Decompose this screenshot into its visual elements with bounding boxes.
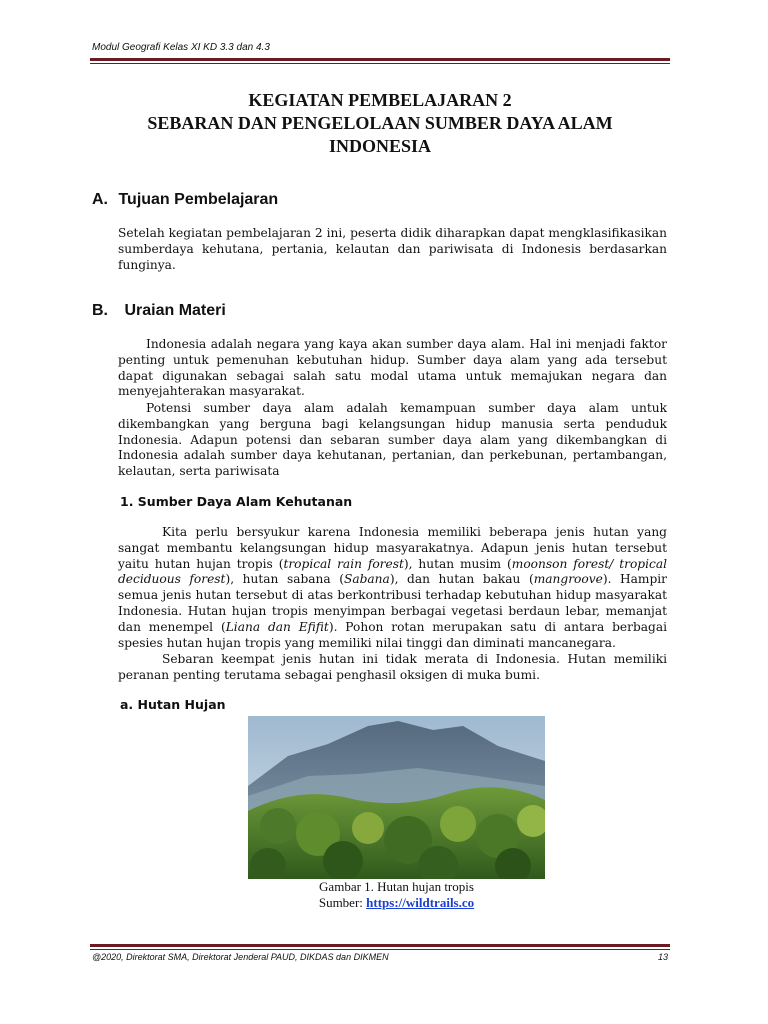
- section-a-body: Setelah kegiatan pembelajaran 2 ini, peserta didik diharapkan dapat mengklasifikasikan sumberdaya kehutana, pertania, kelautan dan pariwisata di Indonesis berdasarkan funginya.: [118, 226, 667, 272]
- text-run: ), dan hutan bakau (: [389, 572, 534, 587]
- header-rule: [90, 58, 670, 61]
- italic-term: mangroove: [533, 572, 603, 587]
- section-a-heading: [92, 191, 278, 209]
- footer-text: @2020, Direktorat SMA, Direktorat Jenderal PAUD, DIKDAS dan DIKMEN: [92, 952, 389, 962]
- italic-term: Liana dan Efifit: [225, 619, 329, 634]
- title-line-1: KEGIATAN PEMBELAJARAN 2: [248, 90, 512, 110]
- subsection-1-heading: 1. Sumber Daya Alam Kehutanan: [120, 494, 353, 509]
- subsection-a-heading: a. Hutan Hujan: [120, 697, 226, 712]
- subsection-1-paragraph-1: [118, 525, 667, 651]
- section-b-number: B.: [92, 302, 108, 319]
- figure-source: [248, 895, 545, 911]
- rainforest-illustration: [248, 716, 545, 879]
- italic-term: tropical rain forest: [283, 556, 404, 571]
- page-header: Modul Geografi Kelas XI KD 3.3 dan 4.3: [92, 42, 270, 53]
- footer-rule-thin: [90, 949, 670, 950]
- rainforest-photo: [248, 716, 545, 879]
- figure-source-label: Sumber:: [318, 895, 367, 910]
- figure-caption: Gambar 1. Hutan hujan tropis: [319, 879, 474, 894]
- page-footer: [92, 952, 668, 962]
- section-b-paragraph-1: Indonesia adalah negara yang kaya akan sumber daya alam. Hal ini menjadi faktor penting untuk pemenuhan kebutuhan hidup. Sumber daya alam yang ada tersebut dapat digunakan sebagai salah satu modal utama untuk memajukan negara dan menyejahterakan masyarakat.: [118, 337, 667, 399]
- title-line-3: INDONESIA: [328, 136, 432, 156]
- page-number: 13: [657, 952, 668, 962]
- footer-rule: [90, 944, 670, 947]
- text-run: ). Pohon rotan merupakan satu di antara berbagai spesies hutan hujan tropis yang memiliki nilai tinggi dan diminati mancanegara.: [118, 619, 668, 650]
- title-line-2: SEBARAN DAN PENGELOLAAN SUMBER DAYA ALAM: [147, 113, 613, 133]
- subsection-1-paragraph-2: Sebaran keempat jenis hutan ini tidak merata di Indonesia. Hutan memiliki peranan penting terutama sebagai penghasil oksigen di muka bumi.: [118, 652, 667, 682]
- text-run: ), hutan sabana (: [225, 572, 344, 587]
- header-rule-thin: [90, 63, 670, 64]
- text-run: ). Hampir semua jenis hutan tersebut di atas berkontribusi terhadap kebutuhan hidup masyarakat Indonesia. Hutan hujan tropis menyimpan berbagai vegetasi berdaun lebar, memanjat dan menempel (: [118, 572, 668, 634]
- text-run: ), hutan musim (: [403, 556, 512, 571]
- italic-term: moonson forest/ tropical deciduous forest: [118, 556, 667, 587]
- section-a-title: Tujuan Pembelajaran: [118, 191, 279, 208]
- section-b-heading: [92, 302, 226, 320]
- text-run: Kita perlu bersyukur karena Indonesia memiliki beberapa jenis hutan yang sangat membantu kelangsungan hidup masyarakatnya. Adapun jenis hutan tersebut yaitu hutan hujan tropis (: [118, 525, 667, 571]
- section-a-number: A.: [92, 191, 108, 208]
- section-b-title: Uraian Materi: [124, 302, 226, 319]
- section-b-paragraph-2: Potensi sumber daya alam adalah kemampuan sumber daya alam untuk dikembangkan yang berguna bagi kelangsungan hidup manusia serta penduduk Indonesia. Adapun potensi dan sebaran sumber daya alam yang dikembangkan di Indonesia adalah sumber daya kehutanan, pertanian, dan perkebunan, pertambangan, kelautan, serta pariwisata: [118, 401, 667, 479]
- figure-source-link[interactable]: https://wildtrails.co: [366, 895, 475, 910]
- italic-term: Sabana: [344, 572, 390, 587]
